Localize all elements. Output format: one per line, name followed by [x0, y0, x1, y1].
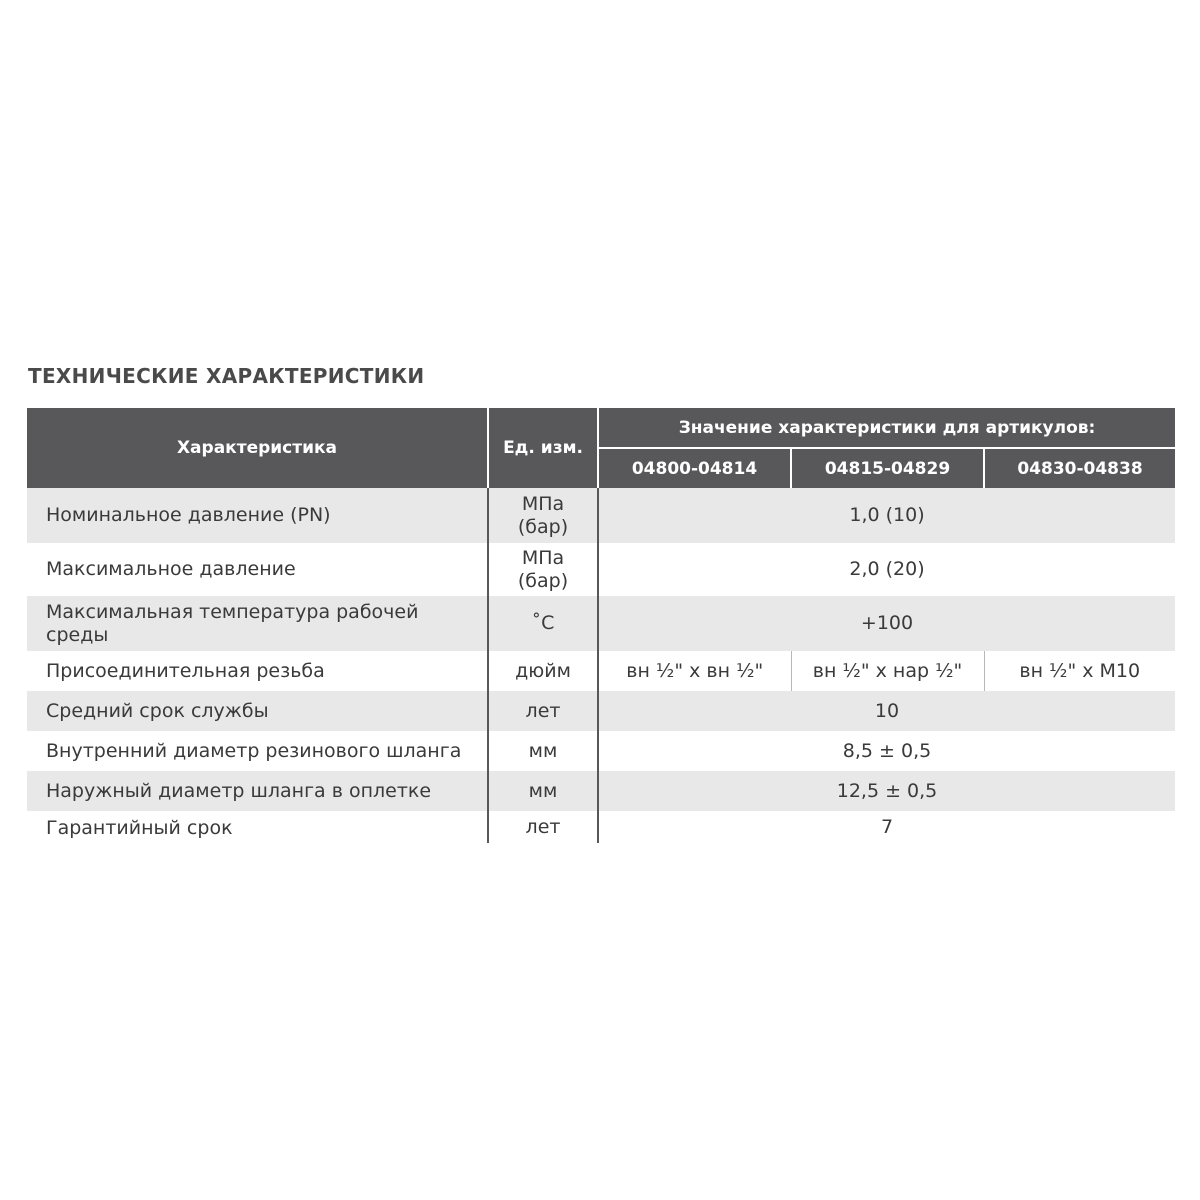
- row-value: 2,0 (20): [598, 543, 1175, 596]
- row-value: 10: [598, 691, 1175, 731]
- section-title: ТЕХНИЧЕСКИЕ ХАРАКТЕРИСТИКИ: [28, 364, 425, 388]
- table-row: [27, 811, 1175, 843]
- row-name: Максимальное давление: [27, 543, 488, 596]
- row-unit: [488, 543, 598, 596]
- unit-line: (бар): [517, 515, 569, 538]
- unit-line: (бар): [517, 569, 569, 592]
- row-unit: ˚С: [488, 596, 598, 651]
- row-name: Гарантийный срок: [27, 811, 488, 843]
- row-value-article-3: вн ½" x М10: [984, 651, 1175, 691]
- row-value: 7: [598, 811, 1175, 843]
- row-name: Внутренний диаметр резинового шланга: [27, 731, 488, 771]
- header-article-2: 04815-04829: [791, 448, 984, 488]
- table-row: [27, 691, 1175, 731]
- header-values-group: Значение характеристики для артикулов:: [598, 408, 1175, 448]
- row-name: [27, 596, 488, 651]
- row-unit: мм: [488, 731, 598, 771]
- specs-table: [27, 408, 1175, 843]
- row-value: +100: [598, 596, 1175, 651]
- row-value: 1,0 (10): [598, 488, 1175, 543]
- row-unit: мм: [488, 771, 598, 811]
- header-unit: Ед. изм.: [488, 408, 598, 488]
- row-unit: лет: [488, 691, 598, 731]
- header-article-1: 04800-04814: [598, 448, 791, 488]
- row-value: 12,5 ± 0,5: [598, 771, 1175, 811]
- table-row: [27, 596, 1175, 651]
- row-unit: лет: [488, 811, 598, 843]
- unit-line: МПа: [521, 546, 565, 569]
- unit-line: МПа: [521, 492, 565, 515]
- row-unit: [488, 488, 598, 543]
- row-name: Присоединительная резьба: [27, 651, 488, 691]
- row-unit: дюйм: [488, 651, 598, 691]
- table-row: [27, 543, 1175, 596]
- header-article-3: 04830-04838: [984, 448, 1175, 488]
- row-value-article-2: вн ½" x нар ½": [791, 651, 984, 691]
- name-line: среды: [46, 623, 109, 646]
- row-name: Средний срок службы: [27, 691, 488, 731]
- row-value: 8,5 ± 0,5: [598, 731, 1175, 771]
- table-row: [27, 651, 1175, 691]
- table-row: [27, 771, 1175, 811]
- row-value-article-1: вн ½" x вн ½": [598, 651, 791, 691]
- row-name: Номинальное давление (PN): [27, 488, 488, 543]
- name-line: Максимальная температура рабочей: [46, 600, 419, 623]
- table-row: [27, 731, 1175, 771]
- header-characteristic: Характеристика: [27, 408, 488, 488]
- row-name: Наружный диаметр шланга в оплетке: [27, 771, 488, 811]
- table-row: [27, 488, 1175, 543]
